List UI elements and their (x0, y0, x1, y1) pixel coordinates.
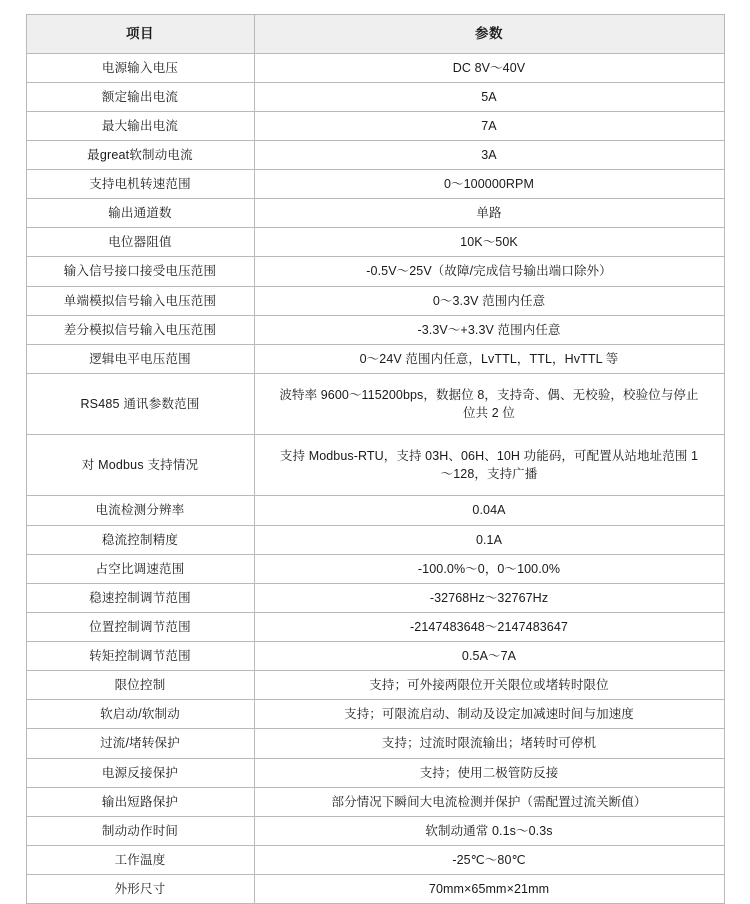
row-label: 制动动作时间 (26, 816, 254, 845)
row-label: 单端模拟信号输入电压范围 (26, 286, 254, 315)
row-value-text: 单路 (476, 206, 502, 221)
row-value (254, 82, 724, 111)
row-label: 差分模拟信号输入电压范围 (26, 315, 254, 344)
column-header-item: 项目 (26, 15, 254, 54)
row-value (254, 816, 724, 845)
row-value-text: -25℃～80℃ (452, 852, 526, 867)
table-row (26, 228, 724, 257)
table-row (26, 700, 724, 729)
row-label: RS485 通讯参数范围 (26, 373, 254, 434)
row-value (254, 845, 724, 874)
table-row (26, 758, 724, 787)
row-label: 最大输出电流 (26, 111, 254, 140)
row-value-text: 0.04A (472, 503, 506, 518)
row-value-text: 波特率 9600～115200bps，数据位 8，支持奇、偶、无校验，校验位与停止位共 2 位 (279, 387, 699, 421)
row-label: 支持电机转速范围 (26, 170, 254, 199)
table-row (26, 111, 724, 140)
row-value (254, 228, 724, 257)
row-label: 电源反接保护 (26, 758, 254, 787)
row-value-text: -3.3V～+3.3V 范围内任意 (417, 322, 561, 337)
row-value (254, 435, 724, 496)
table-row (26, 729, 724, 758)
row-value-text: 支持；可限流启动、制动及设定加减速时间与加速度 (344, 707, 634, 722)
table-row (26, 344, 724, 373)
row-value (254, 315, 724, 344)
row-value-text: 支持 Modbus-RTU，支持 03H、06H、10H 功能码，可配置从站地址范围 1～128，支持广播 (279, 449, 699, 482)
row-value-text: 70mm×65mm×21mm (428, 882, 550, 897)
row-label: 外形尺寸 (26, 875, 254, 904)
table-row (26, 53, 724, 82)
row-value-text: -32768Hz～32767Hz (429, 590, 549, 605)
table-row (26, 170, 724, 199)
row-value (254, 344, 724, 373)
row-value-text: -2147483648～2147483647 (410, 619, 568, 634)
row-value-text: 0～3.3V 范围内任意 (432, 293, 546, 308)
table-row (26, 140, 724, 169)
table-row (26, 199, 724, 228)
row-label: 转矩控制调节范围 (26, 642, 254, 671)
row-value (254, 170, 724, 199)
row-value-text: 0～100000RPM (443, 177, 535, 192)
column-header-parameter: 参数 (254, 15, 724, 54)
row-value (254, 53, 724, 82)
row-value (254, 642, 724, 671)
row-label: 电位器阻值 (26, 228, 254, 257)
row-value (254, 875, 724, 904)
row-value (254, 525, 724, 554)
table-header (26, 15, 724, 54)
table-row (26, 875, 724, 904)
row-label: 输出通道数 (26, 199, 254, 228)
row-value-text: 10K～50K (460, 235, 518, 250)
row-value (254, 612, 724, 641)
table-row (26, 642, 724, 671)
table-header-row (26, 15, 724, 54)
row-value (254, 671, 724, 700)
row-value-text: 0.5A～7A (461, 649, 517, 664)
row-value (254, 554, 724, 583)
table-row (26, 315, 724, 344)
row-label: 稳速控制调节范围 (26, 583, 254, 612)
row-value-text: 支持；可外接两限位开关限位或堵转时限位 (369, 678, 609, 693)
row-value (254, 140, 724, 169)
row-value (254, 111, 724, 140)
table-row (26, 787, 724, 816)
specification-table (26, 14, 725, 904)
row-value (254, 199, 724, 228)
row-value (254, 286, 724, 315)
row-label: 最great软制动电流 (26, 140, 254, 169)
table-row (26, 82, 724, 111)
table-row (26, 435, 724, 496)
row-label: 限位控制 (26, 671, 254, 700)
row-value-text: 0.1A (475, 532, 503, 547)
row-label: 软启动/软制动 (26, 700, 254, 729)
table-row (26, 257, 724, 286)
row-label: 电流检测分辨率 (26, 496, 254, 525)
row-label: 输出短路保护 (26, 787, 254, 816)
row-value-text: 支持；过流时限流输出；堵转时可停机 (381, 736, 597, 751)
row-value (254, 787, 724, 816)
row-value-text: 软制动通常 0.1s～0.3s (425, 823, 553, 838)
row-label: 稳流控制精度 (26, 525, 254, 554)
row-label: 过流/堵转保护 (26, 729, 254, 758)
row-label: 额定输出电流 (26, 82, 254, 111)
row-value-text: 7A (481, 118, 497, 133)
row-value-text: -0.5V～25V（故障/完成信号输出端口除外） (366, 264, 612, 279)
row-value (254, 496, 724, 525)
table-row (26, 373, 724, 434)
table-row (26, 612, 724, 641)
row-value-text: 支持；使用二极管防反接 (419, 765, 559, 780)
row-value (254, 583, 724, 612)
row-label: 工作温度 (26, 845, 254, 874)
table-row (26, 583, 724, 612)
row-value-text: DC 8V～40V (452, 60, 526, 75)
row-label: 逻辑电平电压范围 (26, 344, 254, 373)
table-row (26, 816, 724, 845)
row-value (254, 257, 724, 286)
row-value-text: 5A (481, 89, 497, 104)
row-value-text: 0～24V 范围内任意，LvTTL，TTL，HvTTL 等 (359, 351, 619, 366)
row-label: 输入信号接口接受电压范围 (26, 257, 254, 286)
row-label: 电源输入电压 (26, 53, 254, 82)
row-label: 对 Modbus 支持情况 (26, 435, 254, 496)
table-row (26, 286, 724, 315)
row-value (254, 729, 724, 758)
row-value (254, 758, 724, 787)
table-row (26, 496, 724, 525)
table-body (26, 53, 724, 904)
row-label: 占空比调速范围 (26, 554, 254, 583)
row-value-text: 部分情况下瞬间大电流检测并保护（需配置过流关断值） (331, 794, 647, 809)
row-value-text: -100.0%～0，0～100.0% (417, 561, 561, 576)
table-row (26, 554, 724, 583)
row-label: 位置控制调节范围 (26, 612, 254, 641)
row-value (254, 700, 724, 729)
table-row (26, 671, 724, 700)
table-row (26, 845, 724, 874)
table-row (26, 525, 724, 554)
row-value (254, 373, 724, 434)
row-value-text: 3A (481, 147, 497, 162)
